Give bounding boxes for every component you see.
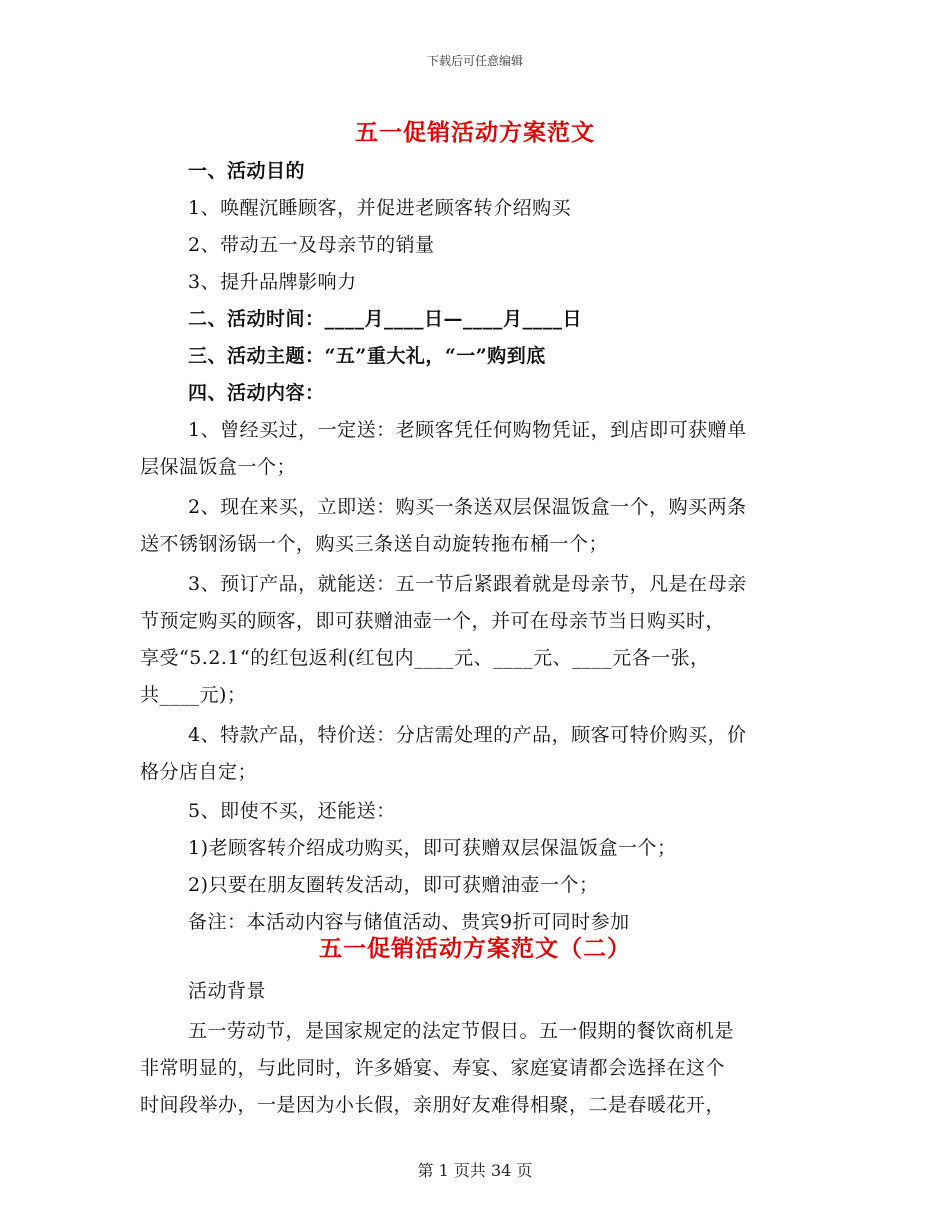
paragraph: 2)只要在朋友圈转发活动，即可获赠油壶一个； <box>188 874 599 896</box>
page-footer: 第 1 页共 34 页 <box>417 1161 533 1180</box>
heading-theme: 三、活动主题：“五”重大礼，“一”购到底 <box>188 345 546 367</box>
paragraph: 非常明显的，与此同时，许多婚宴、寿宴、家庭宴请都会选择在这个 <box>140 1057 726 1079</box>
page-header: 下载后可任意编辑 <box>426 54 523 68</box>
paragraph: 活动背景 <box>188 980 267 1002</box>
paragraph: 1)老顾客转介绍成功购买，即可获赠双层保温饭盒一个； <box>188 837 677 859</box>
paragraph: 备注：本活动内容与储值活动、贵宾9折可同时参加 <box>188 911 630 933</box>
heading-objectives: 一、活动目的 <box>188 160 306 182</box>
paragraph: 格分店自定； <box>140 761 258 783</box>
paragraph: 3、预订产品，就能送：五一节后紧跟着就是母亲节，凡是在母亲 <box>188 573 747 595</box>
heading-time: 二、活动时间：____月____日—____月____日 <box>188 308 583 330</box>
paragraph: 4、特款产品，特价送：分店需处理的产品，顾客可特价购买，价 <box>188 724 747 746</box>
paragraph: 送不锈钢汤锅一个，购买三条送自动旋转拖布桶一个； <box>140 533 609 555</box>
paragraph: 享受“5.2.1“的红包返利(红包内____元、____元、____元各一张， <box>140 647 710 669</box>
paragraph: 时间段举办，一是因为小长假，亲朋好友难得相聚，二是春暖花开， <box>140 1094 726 1116</box>
heading-content: 四、活动内容： <box>188 382 325 404</box>
paragraph: 共____元)； <box>140 684 247 706</box>
section-title-1: 五一促销活动方案范文 <box>355 119 595 146</box>
paragraph: 五一劳动节，是国家规定的法定节假日。五一假期的餐饮商机是 <box>188 1020 735 1042</box>
paragraph: 层保温饭盒一个； <box>140 456 297 478</box>
section-title-2: 五一促销活动方案范文（二） <box>319 935 631 962</box>
paragraph: 3、提升品牌影响力 <box>188 271 357 293</box>
paragraph: 2、带动五一及母亲节的销量 <box>188 234 435 256</box>
paragraph: 5、即使不买，还能送： <box>188 800 396 822</box>
paragraph: 1、唤醒沉睡顾客，并促进老顾客转介绍购买 <box>188 197 572 219</box>
paragraph: 节预定购买的顾客，即可获赠油壶一个，并可在母亲节当日购买时， <box>140 610 726 632</box>
paragraph: 1、曾经买过，一定送：老顾客凭任何购物凭证，到店即可获赠单 <box>188 419 747 441</box>
paragraph: 2、现在来买，立即送：购买一条送双层保温饭盒一个，购买两条 <box>188 496 747 518</box>
